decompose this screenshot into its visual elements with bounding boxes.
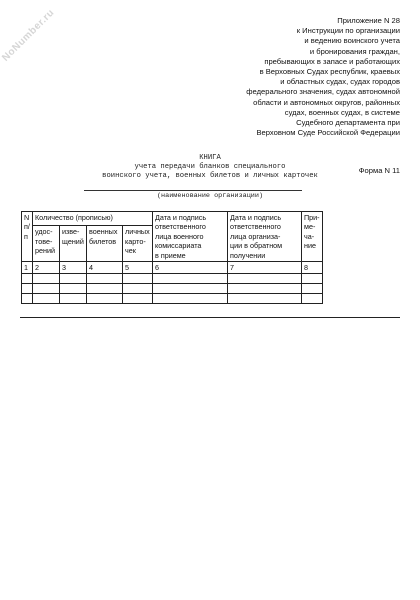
appendix-line: судах, военных судах, в системе: [284, 107, 400, 117]
header-text: п: [24, 231, 28, 241]
organization-name-line: [84, 190, 302, 191]
header-text: тове-: [35, 236, 53, 246]
header-certificates: [33, 226, 60, 262]
header-quantity: Количество (прописью): [33, 212, 153, 226]
header-text: билетов: [89, 236, 117, 246]
header-organization: [228, 212, 302, 262]
header-text: щений: [62, 236, 84, 246]
header-row: [22, 212, 323, 226]
header-text: ответственного: [230, 222, 281, 232]
header-text: При-: [304, 213, 320, 222]
appendix-line: к Инструкции по организации: [296, 26, 400, 36]
header-text: ответственного: [155, 222, 206, 232]
column-number-row: [22, 262, 323, 274]
column-number: 1: [22, 262, 33, 274]
appendix-line: пребывающих в запасе и работающих: [264, 56, 400, 66]
header-text: комиссариата: [155, 241, 202, 251]
book-title-block: [0, 154, 420, 181]
column-number: 5: [123, 262, 153, 274]
header-text: военных: [89, 227, 118, 237]
book-subtitle-1: учета передачи бланков специального: [134, 163, 286, 171]
appendix-line: Приложение N 28: [337, 16, 400, 25]
header-text: Дата и подпись: [230, 213, 282, 222]
column-number: 7: [228, 262, 302, 274]
header-text: личных: [125, 227, 150, 237]
header-text: лица организа-: [230, 231, 281, 241]
column-number: 4: [87, 262, 123, 274]
table-row: [22, 274, 323, 284]
register-table: [21, 211, 323, 304]
appendix-line: области и автономных округов, районных: [253, 97, 400, 107]
appendix-line: и областных судах, судах городов: [280, 77, 400, 87]
appendix-line: и ведению воинского учета: [304, 36, 400, 46]
appendix-line: и бронирования граждан,: [309, 46, 400, 56]
watermark: NoNumber.ru: [0, 7, 57, 64]
header-notices: [60, 226, 87, 262]
header-text: п/: [24, 222, 30, 232]
header-notes: [302, 212, 323, 262]
header-text: ции в обратном: [230, 241, 283, 251]
header-text: в приеме: [155, 250, 186, 260]
header-number: [22, 212, 33, 262]
appendix-line: Судебного департамента при: [296, 118, 400, 128]
header-text: ме-: [304, 222, 316, 232]
header-text: удос-: [35, 227, 53, 237]
appendix-line: Верховном Суде Российской Федерации: [256, 128, 400, 138]
column-number: 8: [302, 262, 323, 274]
header-text: карто-: [125, 236, 146, 246]
book-title: КНИГА: [199, 154, 221, 162]
column-number: 2: [33, 262, 60, 274]
header-text: изве-: [62, 227, 80, 237]
header-text: N: [24, 213, 30, 222]
header-military-ids: [87, 226, 123, 262]
table-row: [22, 294, 323, 304]
appendix-block: [170, 16, 400, 138]
book-subtitle-2: воинского учета, военных билетов и личных карточек: [102, 172, 318, 180]
header-text: рений: [35, 246, 55, 256]
column-number: 6: [153, 262, 228, 274]
header-text: получении: [230, 250, 266, 260]
bottom-divider: [20, 317, 400, 318]
header-text: ча-: [304, 231, 315, 241]
table-row: [22, 284, 323, 294]
appendix-line: федерального значения, судах автономной: [246, 87, 400, 97]
form-number: Форма N 11: [358, 166, 400, 175]
header-cards: [123, 226, 153, 262]
column-number: 3: [60, 262, 87, 274]
appendix-line: в Верховных Судах республик, краевых: [259, 67, 400, 77]
header-commissariat: [153, 212, 228, 262]
header-text: Дата и подпись: [155, 213, 207, 222]
organization-caption: (наименование организации): [156, 192, 264, 200]
header-text: чек: [125, 246, 136, 256]
header-text: лица военного: [155, 231, 204, 241]
header-text: ние: [304, 241, 316, 251]
